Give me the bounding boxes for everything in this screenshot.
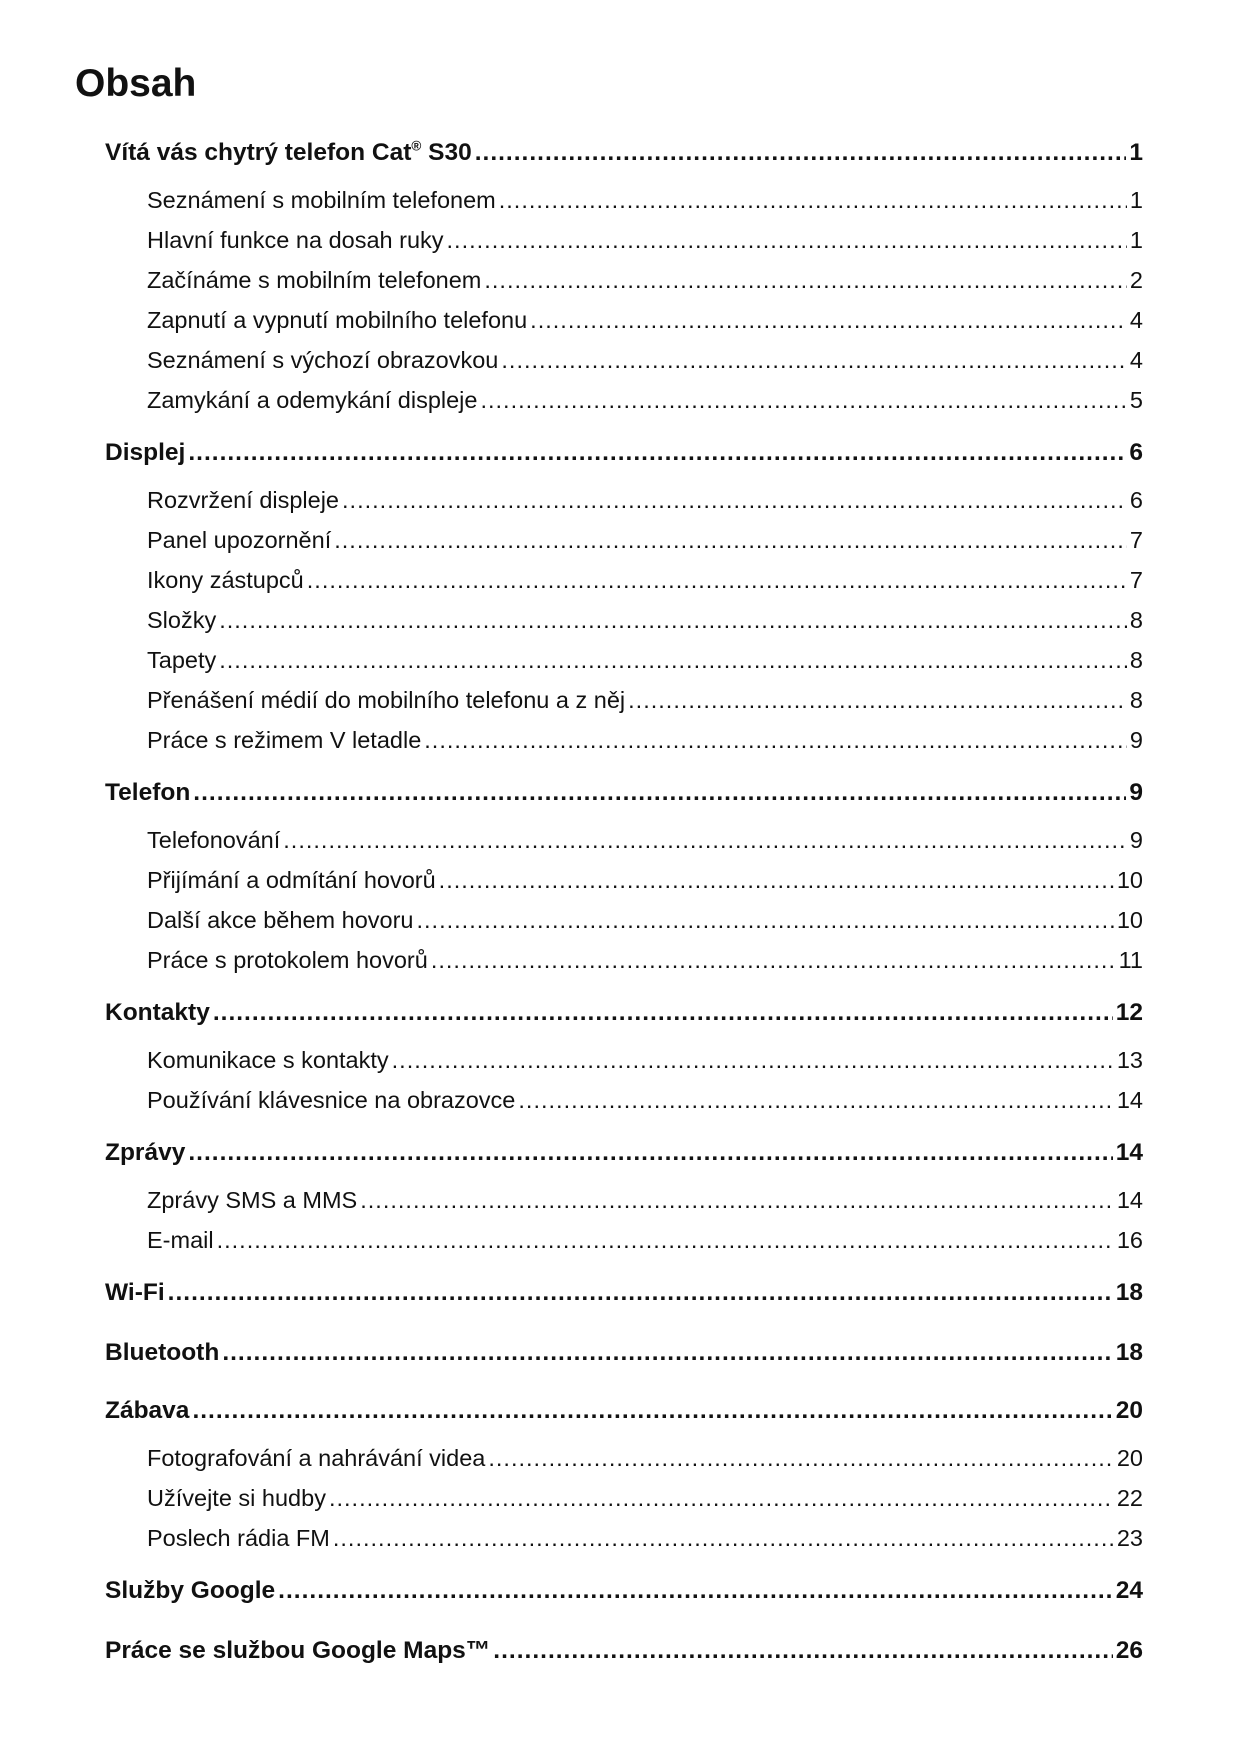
toc-entry-label-text: Hlavní funkce na dosah ruky <box>147 227 444 253</box>
toc-entry-label <box>105 781 190 806</box>
toc-entry-label-text: Telefonování <box>147 827 281 853</box>
toc-entry-label <box>147 1447 485 1471</box>
toc-page-number: 10 <box>1116 867 1143 893</box>
toc-page-number: 4 <box>1129 347 1143 373</box>
toc-page-number: 7 <box>1129 567 1143 593</box>
toc-entry-label-text: Práce s režimem V letadle <box>147 727 422 753</box>
toc-chapter-entry[interactable] <box>105 1281 1143 1308</box>
toc-entry-label-text: Začínáme s mobilním telefonem <box>147 267 482 293</box>
toc-section-entry[interactable] <box>147 909 1143 935</box>
dot-leader <box>431 949 1116 975</box>
toc-entry-label-text: Kontakty <box>105 999 210 1026</box>
toc-chapter-entry[interactable] <box>105 1341 1143 1368</box>
dot-leader <box>219 609 1127 635</box>
toc-entry-label <box>147 529 331 553</box>
dot-leader <box>342 489 1127 515</box>
toc-entry-label-text: Seznámení s výchozí obrazovkou <box>147 347 499 373</box>
toc-entry-label-text: Zábava <box>105 1397 190 1424</box>
toc-section-entry[interactable] <box>147 1487 1143 1513</box>
toc-page-number: 8 <box>1129 687 1143 713</box>
dot-leader <box>392 1049 1114 1075</box>
toc-page-number: 9 <box>1129 727 1143 753</box>
toc-entry-label <box>147 829 280 853</box>
toc-page-number: 8 <box>1129 607 1143 633</box>
dot-leader <box>360 1189 1114 1215</box>
toc-chapter-entry[interactable] <box>105 1579 1143 1606</box>
toc-section-entry[interactable] <box>147 489 1143 515</box>
toc-entry-label-text: Vítá vás chytrý telefon Cat <box>105 139 412 166</box>
toc-page-number: 16 <box>1116 1227 1143 1253</box>
toc-entry-label <box>147 189 496 213</box>
toc-section-entry[interactable] <box>147 689 1143 715</box>
toc-page-number: 5 <box>1129 387 1143 413</box>
toc-entry-label <box>147 949 428 973</box>
toc-entry-label <box>147 489 339 513</box>
toc-entry-label <box>147 909 413 933</box>
toc-entry-label <box>147 869 436 893</box>
toc-entry-label-text: Rozvržení displeje <box>147 487 340 513</box>
toc-entry-label-text: Panel upozornění <box>147 527 332 553</box>
toc-page-number: 1 <box>1129 187 1143 213</box>
dot-leader <box>222 1341 1112 1368</box>
toc-entry-label-text: Poslech rádia FM <box>147 1525 330 1551</box>
toc-page-number: 10 <box>1116 907 1143 933</box>
toc-entry-label <box>105 1141 185 1166</box>
dot-leader <box>192 1399 1112 1426</box>
toc-page-number: 20 <box>1116 1445 1143 1471</box>
toc-chapter-entry[interactable] <box>105 441 1143 468</box>
dot-leader <box>501 349 1127 375</box>
toc-section-entry[interactable] <box>147 1089 1143 1115</box>
toc-entry-label <box>147 609 216 633</box>
toc-chapter-entry[interactable] <box>105 1639 1143 1666</box>
toc-section-entry[interactable] <box>147 609 1143 635</box>
toc-entry-label-text: Ikony zástupců <box>147 567 304 593</box>
toc-section-entry[interactable] <box>147 949 1143 975</box>
toc-page-number: 9 <box>1129 827 1143 853</box>
dot-leader <box>530 309 1127 335</box>
toc-entry-label <box>147 649 216 673</box>
toc-page-number: 6 <box>1129 487 1143 513</box>
toc-entry-label <box>147 689 625 713</box>
toc-entry-label-text: Složky <box>147 607 217 633</box>
toc-page-number: 18 <box>1115 1339 1143 1366</box>
toc-entry-label-text: Zprávy <box>105 1139 186 1166</box>
toc-section-entry[interactable] <box>147 1189 1143 1215</box>
dot-leader <box>168 1281 1113 1308</box>
toc-entry-label-text: Zprávy SMS a MMS <box>147 1187 358 1213</box>
toc-section-entry[interactable] <box>147 189 1143 215</box>
dot-leader <box>447 229 1127 255</box>
toc-page-number: 6 <box>1129 439 1143 466</box>
toc-entry-label <box>147 1189 357 1213</box>
dot-leader <box>334 529 1127 555</box>
toc-section-entry[interactable] <box>147 1527 1143 1553</box>
dot-leader <box>283 829 1127 855</box>
toc-section-entry[interactable] <box>147 309 1143 335</box>
toc-entry-label <box>147 1049 389 1073</box>
toc-entry-label-text: Fotografování a nahrávání videa <box>147 1445 486 1471</box>
toc-entry-label-text: Používání klávesnice na obrazovce <box>147 1087 516 1113</box>
toc-page-number: 18 <box>1115 1279 1143 1306</box>
dot-leader <box>329 1487 1114 1513</box>
toc-page-number: 1 <box>1129 139 1143 166</box>
toc-entry-label-text: Přenášení médií do mobilního telefonu a z něj <box>147 687 626 713</box>
toc-page-number: 14 <box>1116 1187 1143 1213</box>
dot-leader <box>217 1229 1114 1255</box>
toc-section-entry[interactable] <box>147 1447 1143 1473</box>
toc-section-entry[interactable] <box>147 349 1143 375</box>
dot-leader <box>628 689 1127 715</box>
toc-entry-label-text: Zapnutí a vypnutí mobilního telefonu <box>147 307 528 333</box>
toc-page-number: 24 <box>1115 1577 1143 1604</box>
dot-leader <box>307 569 1127 595</box>
toc-page-number: 7 <box>1129 527 1143 553</box>
dot-leader <box>188 1141 1112 1168</box>
toc-entry-label <box>105 1639 490 1664</box>
toc-entry-label <box>147 349 498 373</box>
toc-entry-label <box>147 229 444 253</box>
toc-entry-label <box>147 1089 515 1113</box>
toc-section-entry[interactable] <box>147 829 1143 855</box>
toc-section-entry[interactable] <box>147 569 1143 595</box>
toc-chapter-entry[interactable] <box>105 781 1143 808</box>
toc-page-number: 22 <box>1116 1485 1143 1511</box>
toc-entry-label-text: Bluetooth <box>105 1339 220 1366</box>
toc-entry-label <box>105 1579 275 1604</box>
toc-entry-label-text: Telefon <box>105 779 191 806</box>
toc-entry-label-text: Zamykání a odemykání displeje <box>147 387 478 413</box>
toc-page-number: 26 <box>1115 1637 1143 1664</box>
toc-chapter-entry[interactable] <box>105 1399 1143 1426</box>
registered-mark: ® <box>411 138 422 154</box>
toc-page-number: 8 <box>1129 647 1143 673</box>
dot-leader <box>475 141 1127 168</box>
toc-entry-label-text: Služby Google <box>105 1577 276 1604</box>
dot-leader <box>488 1447 1113 1473</box>
toc-entry-label <box>147 269 481 293</box>
toc-page-number: 14 <box>1115 1139 1143 1166</box>
toc-entry-label-tail: S30 <box>421 139 472 166</box>
page-title: Obsah <box>75 62 197 105</box>
toc-page-number: 9 <box>1129 779 1143 806</box>
toc-section-entry[interactable] <box>147 529 1143 555</box>
toc-page-number: 1 <box>1129 227 1143 253</box>
toc-chapter-entry[interactable] <box>105 138 1143 168</box>
toc-entry-label <box>105 1341 219 1366</box>
dot-leader <box>333 1527 1114 1553</box>
toc-entry-label <box>147 1229 214 1253</box>
toc-entry-label <box>105 441 185 466</box>
toc-section-entry[interactable] <box>147 269 1143 295</box>
toc-entry-label-text: Další akce během hovoru <box>147 907 414 933</box>
toc-section-entry[interactable] <box>147 1049 1143 1075</box>
toc-page-number: 14 <box>1116 1087 1143 1113</box>
toc-entry-label <box>105 1399 189 1424</box>
dot-leader <box>416 909 1113 935</box>
dot-leader <box>424 729 1127 755</box>
dot-leader <box>518 1089 1113 1115</box>
toc-section-entry[interactable] <box>147 1229 1143 1255</box>
toc-section-entry[interactable] <box>147 729 1143 755</box>
toc-entry-label <box>147 569 304 593</box>
toc-section-entry[interactable] <box>147 229 1143 255</box>
toc-entry-label-text: Tapety <box>147 647 217 673</box>
toc-entry-label <box>147 1527 330 1551</box>
toc-entry-label-text: Práce s protokolem hovorů <box>147 947 428 973</box>
toc-entry-label <box>147 1487 326 1511</box>
toc-page-number: 2 <box>1129 267 1143 293</box>
dot-leader <box>439 869 1114 895</box>
dot-leader <box>484 269 1127 295</box>
dot-leader <box>499 189 1127 215</box>
toc-section-entry[interactable] <box>147 869 1143 895</box>
toc-entry-label-text: Seznámení s mobilním telefonem <box>147 187 496 213</box>
dot-leader <box>188 441 1126 468</box>
toc-entry-label <box>105 138 472 166</box>
toc-entry-label <box>105 1281 165 1306</box>
toc-entry-label <box>147 309 527 333</box>
toc-entry-label-text: Užívejte si hudby <box>147 1485 326 1511</box>
toc-page-number: 23 <box>1116 1525 1143 1551</box>
toc-entry-label-text: Přijímání a odmítání hovorů <box>147 867 436 893</box>
toc-section-entry[interactable] <box>147 649 1143 675</box>
toc-entry-label-text: Wi-Fi <box>105 1279 165 1306</box>
toc-chapter-entry[interactable] <box>105 1001 1143 1028</box>
toc-chapter-entry[interactable] <box>105 1141 1143 1168</box>
toc-page-number: 11 <box>1118 947 1143 973</box>
dot-leader <box>193 781 1126 808</box>
toc-entry-label-text: E-mail <box>147 1227 214 1253</box>
dot-leader <box>213 1001 1113 1028</box>
dot-leader <box>219 649 1127 675</box>
toc-entry-label-text: Displej <box>105 439 186 466</box>
toc-page-number: 13 <box>1116 1047 1143 1073</box>
toc-entry-label-text: Práce se službou Google Maps™ <box>105 1637 491 1664</box>
toc-entry-label <box>105 1001 210 1026</box>
toc-entry-label <box>147 729 421 753</box>
toc-page-number: 4 <box>1129 307 1143 333</box>
toc-entry-label <box>147 389 477 413</box>
dot-leader <box>493 1639 1112 1666</box>
toc-entry-label-text: Komunikace s kontakty <box>147 1047 389 1073</box>
toc-page-number: 20 <box>1115 1397 1143 1424</box>
dot-leader <box>480 389 1126 415</box>
toc-section-entry[interactable] <box>147 389 1143 415</box>
toc-page-number: 12 <box>1115 999 1143 1026</box>
dot-leader <box>278 1579 1113 1606</box>
